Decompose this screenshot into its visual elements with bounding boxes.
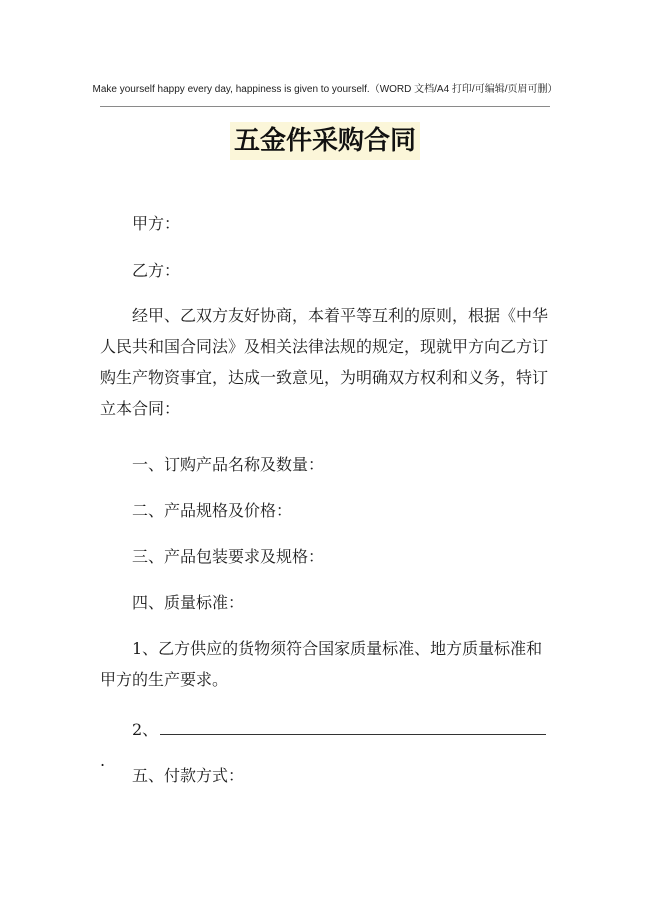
item-2-suffix: . [100,751,106,770]
header-divider [100,106,550,107]
section-2-heading: 二、产品规格及价格： [132,501,293,520]
item-2-fill-blank [160,720,546,735]
section-1-heading: 一、订购产品名称及数量： [132,455,325,474]
party-b-line: 乙方： [132,261,181,280]
section-3-heading: 三、产品包装要求及规格： [132,547,325,566]
page-header-text: Make yourself happy every day, happiness is given to yourself.（WORD 文档/A4 打印/可编辑/页眉可删） [92,84,558,95]
item-1-paragraph: 1、乙方供应的货物须符合国家质量标准、地方质量标准和甲方的生产要求。 [100,639,543,689]
document-title: 五金件采购合同 [230,122,420,160]
title-container [0,122,650,160]
item-2-prefix: 2、 [132,720,159,739]
section-5-heading: 五、付款方式： [132,766,245,785]
section-4-heading: 四、质量标准： [132,593,245,612]
intro-paragraph: 经甲、乙双方友好协商，本着平等互利的原则，根据《中华人民共和国合同法》及相关法律法规的规定，现就甲方向乙方订购生产物资事宜，达成一致意见，为明确双方权利和义务，特订立本合同： [100,306,549,418]
party-a-line: 甲方： [132,214,181,233]
